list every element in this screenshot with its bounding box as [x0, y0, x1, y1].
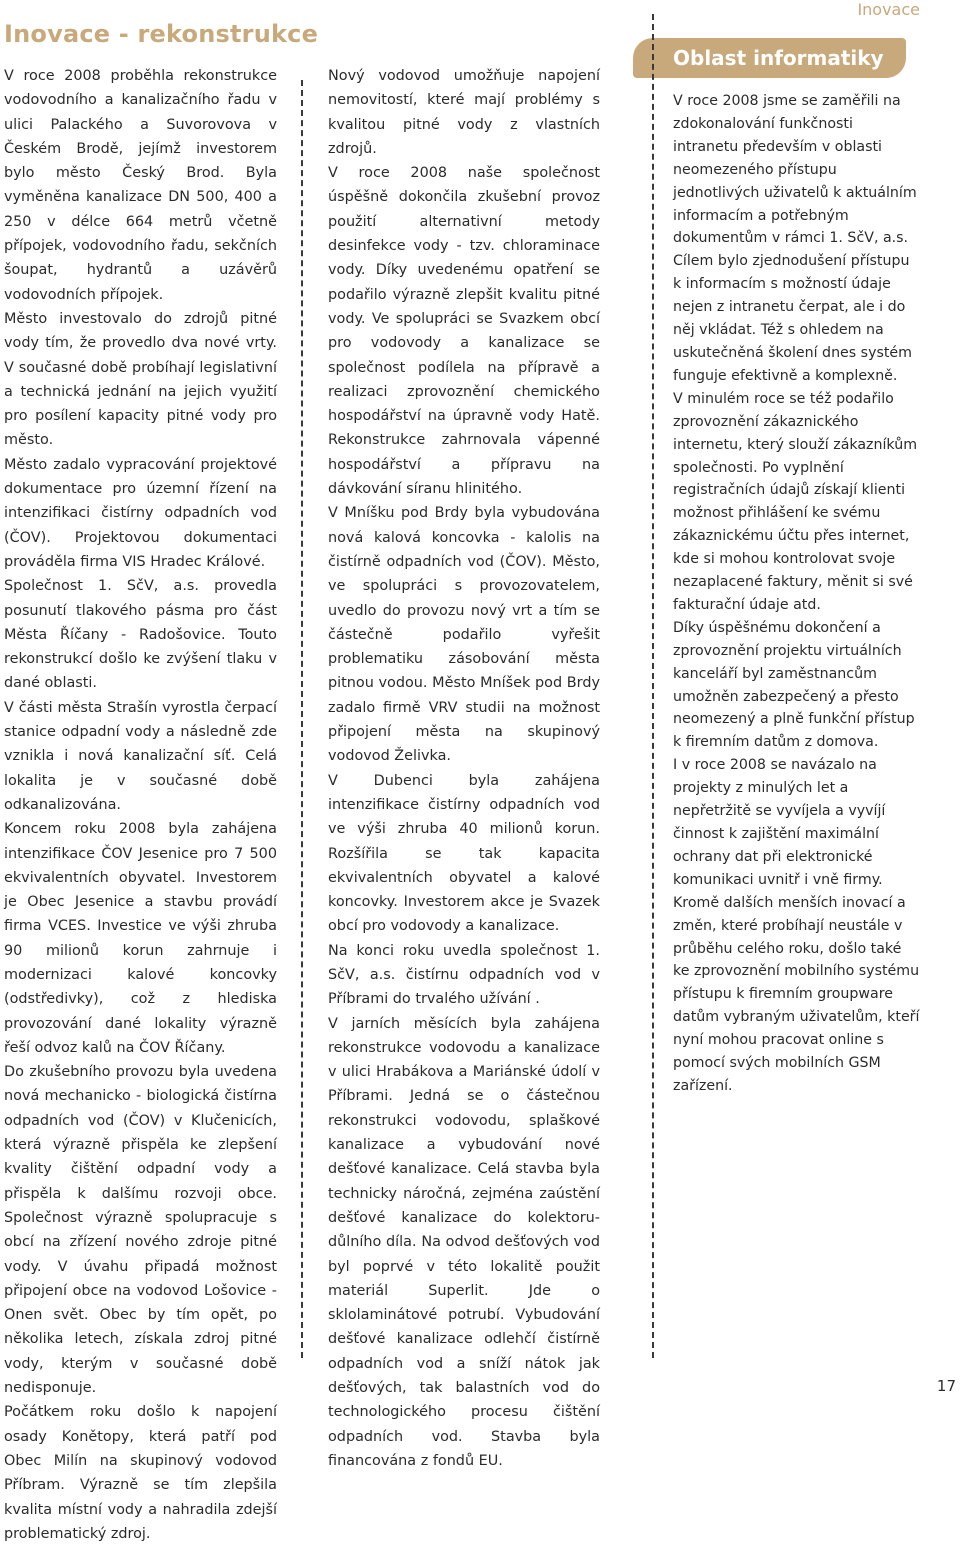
running-header: Inovace	[857, 0, 920, 19]
paragraph: Cílem bylo zjednodušení přístupu k informacím s možností údaje nejen z intranetu čerpat, ale i do něj vkládat. Též s ohledem na uskutečněná školení dnes systém funguje efektivně a komplexně.	[673, 253, 912, 384]
paragraph: V minulém roce se též podařilo zprovoznění zákaznického internetu, který slouží zákazníkům společnosti. Po vyplnění registračních údajů získají klienti možnost přihlášení ke svému zákaznickému účtu přes internet, kde si mohou kontrolovat svoje nezaplacené faktury, měnit si své fakturační údaje atd.	[673, 390, 918, 613]
paragraph: V roce 2008 proběhla rekonstrukce vodovodního a kanalizačního řadu v ulici Palackého a Suvorovova v Českém Brodě, jejímž investorem bylo město Český Brod. Byla vyměněna kanalizace DN 500, 400 a 250 v délce 664 metrů včetně přípojek, vodovodního řadu, sekčních šoupat, hydrantů a uzávěrů vodovodních přípojek.	[4, 68, 277, 303]
paragraph: V Dubenci byla zahájena intenzifikace čistírny odpadních vod ve výši zhruba 40 milionů korun. Rozšířila se tak kapacita ekvivalentních obyvatel a kalové koncovky. Investorem akce je Svazek obcí pro vodovody a kanalizace.	[328, 772, 600, 935]
column-divider-left	[301, 80, 303, 1358]
paragraph: Společnost 1. SčV, a.s. provedla posunutí tlakového pásma pro část Města Říčany - Radošovice. Touto rekonstrukcí došlo ke zvýšení tlaku v dané oblasti.	[4, 578, 277, 692]
paragraph: V části města Strašín vyrostla čerpací stanice odpadní vody a následně zde vznikla i nová kanalizační síť. Celá lokalita je v současné době odkanalizována.	[4, 699, 277, 813]
paragraph: V roce 2008 jsme se zaměřili na zdokonalování funkčnosti intranetu především v oblasti neomezeného přístupu jednotlivých uživatelů k aktuálním informacím a potřebným dokumentům v rámci 1. SčV, a.s.	[673, 93, 917, 247]
paragraph: Město investovalo do zdrojů pitné vody tím, že provedlo dva nové vrty. V současné době probíhají legislativní a technická jednání na jejich využití pro posílení kapacity pitné vody pro město.	[4, 310, 277, 449]
column-divider-right	[652, 14, 654, 1358]
paragraph: Koncem roku 2008 byla zahájena intenzifikace ČOV Jesenice pro 7 500 ekvivalentních obyvatel. Investorem je Obec Jesenice a stavbu provádí firma VCES. Investice ve výši zhruba 90 milionů korun zahrnuje i modernizaci kalové koncovky (odstředivky), což z hlediska provozování dané lokality výrazně řeší odvoz kalů na ČOV Říčany.	[4, 821, 277, 1056]
paragraph: Do zkušebního provozu byla uvedena nová mechanicko - biologická čistírna odpadních vod (ČOV) v Klučenicích, která výrazně přispěla ke zlepšení kvality čištění odpadní vody a přispěla k dalšímu rozvoji obce. Společnost výrazně spolupracuje s obcí na zřízení nového zdroje pitné vody. V úvahu připadá možnost připojení obce na vodovod Lošovice - Onen svět. Obec by tím opět, po několika letech, získala zdroj pitné vody, kterým v současné době nedisponuje.	[4, 1064, 277, 1397]
column-reconstruction	[4, 64, 277, 1546]
paragraph: Na konci roku uvedla společnost 1. SčV, a.s. čistírnu odpadních vod v Příbrami do trvalého užívání .	[328, 942, 600, 1008]
paragraph: I v roce 2008 se navázalo na projekty z minulých let a nepřetržitě se vyvíjela a vyvíjí činnost k zajištění maximální ochrany dat při elektronické komunikaci uvnitř i vně firmy.	[673, 757, 886, 888]
paragraph: Počátkem roku došlo k napojení osady Konětopy, která patří pod Obec Milín na skupinový vodovod Příbram. Výrazně se tím zlepšila kvalita místní vody a nahradila zdejší problematický zdroj.	[4, 1404, 277, 1542]
banner-informatics	[633, 38, 906, 78]
paragraph: V roce 2008 naše společnost úspěšně dokončila zkušební provoz použití alternativní metody desinfekce vody - tzv. chloraminace vody. Díky uvedenému opatření se podařilo výrazně zlepšit kvalitu pitné vody. Ve spolupráci se Svazkem obcí pro vodovody a kanalizace se společnost podílela na přípravě a realizaci zprovoznění chemického hospodářství na úpravně vody Hatě. Rekonstrukce zahrnovala vápenné hospodářství a přípravu na dávkování síranu hlinitého.	[328, 165, 600, 498]
banner-title: Oblast informatiky	[673, 46, 884, 70]
paragraph: Kromě dalších menších inovací a změn, které probíhají neustále v průběhu celého roku, došlo také ke zprovoznění mobilního systému přístupu k firemním groupware datům vybraným uživatelům, kteří nyní mohou pracovat online s pomocí svých mobilních GSM zařízení.	[673, 894, 920, 1094]
section-title: Inovace - rekonstrukce	[4, 20, 319, 48]
paragraph: V jarních měsících byla zahájena rekonstrukce vodovodu a kanalizace v ulici Hrabákova a Mariánské údolí v Příbrami. Jedná se o částečnou rekonstrukci vodovodu, splaškové kanalizace a vybudování nové dešťové kanalizace. Celá stavba byla technicky náročná, zejména zaústění dešťové kanalizace do kolektoru-důlního díla. Na odvod dešťových vod byl poprvé v této lokalitě použit materiál Superlit. Jde o sklolaminátové potrubí. Vybudování dešťové kanalizace odlehčí čistírně odpadních vod a sníží nátok jak dešťových, tak balastních vod do technologického procesu čištění odpadních vod. Stavba byla financována z fondů EU.	[328, 1015, 600, 1469]
paragraph: Nový vodovod umožňuje napojení nemovitostí, které mají problémy s kvalitou pitné vody z vlastních zdrojů.	[328, 68, 600, 157]
column-informatics	[673, 90, 921, 1098]
paragraph: Město zadalo vypracování projektové dokumentace pro územní řízení na intenzifikaci čistírny odpadních vod (ČOV). Projektovou dokumentaci prováděla firma VIS Hradec Králové.	[4, 456, 277, 570]
paragraph: V Mníšku pod Brdy byla vybudována nová kalová koncovka - kalolis na čistírně odpadních vod (ČOV). Město, ve spolupráci s provozovatelem, uvedlo do provozu nový vrt a tím se částečně podařilo vyřešit problematiku zásobování města pitnou vodou. Město Mníšek pod Brdy zadalo firmě VRV studii na možnost připojení města na skupinový vodovod Želivka.	[328, 505, 600, 765]
column-reconstruction-continued	[328, 64, 600, 1473]
page-number: 17	[936, 1377, 956, 1395]
paragraph: Díky úspěšnému dokončení a zprovoznění projektu virtuálních kanceláří byl zaměstnancům umožněn zabezpečený a přesto neomezený a plně funkční přístup k firemním datům z domova.	[673, 619, 915, 751]
